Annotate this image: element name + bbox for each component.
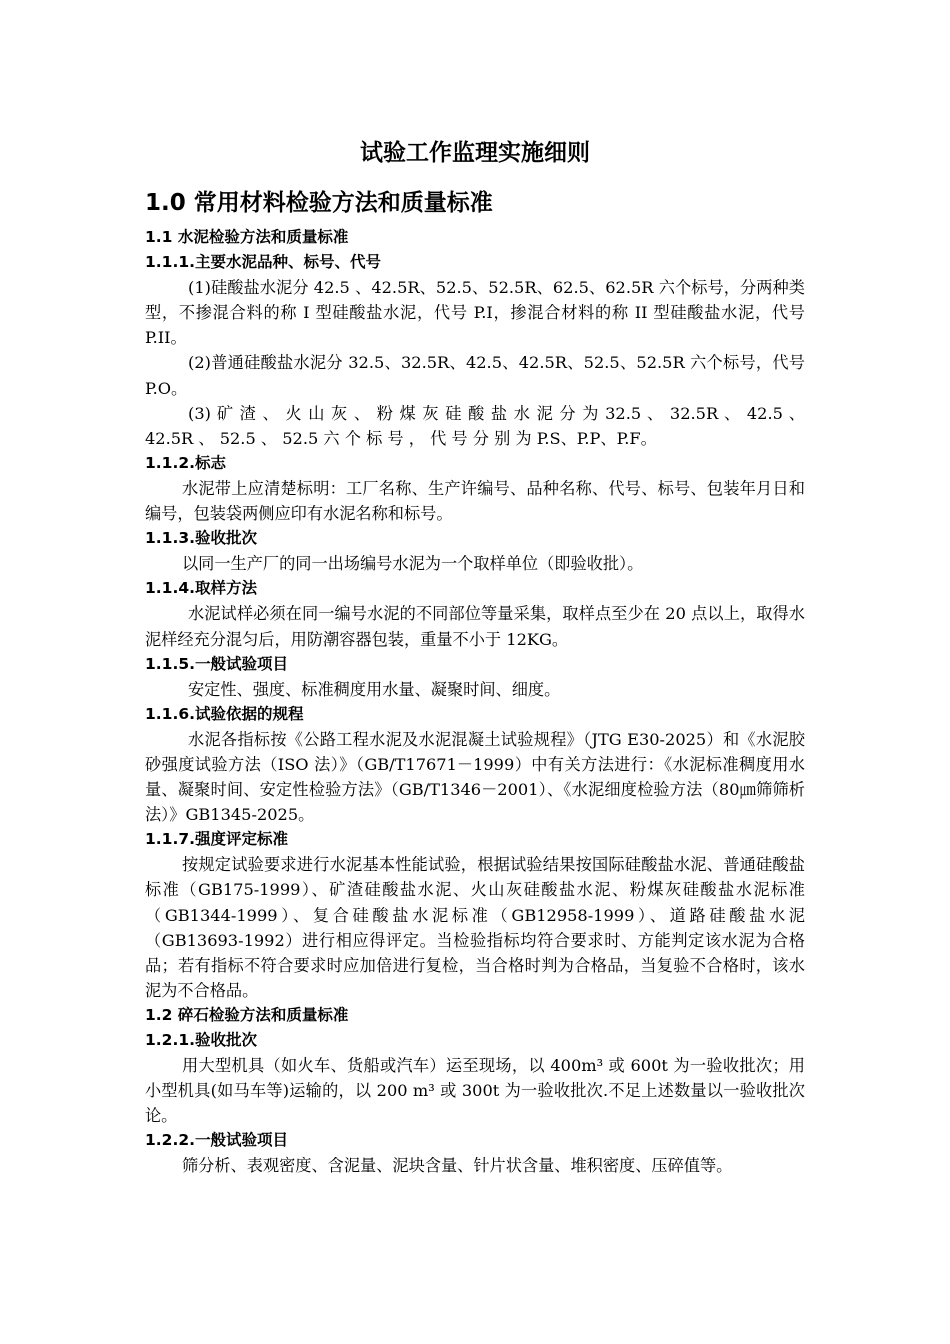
clause-heading: 1.1.2.标志: [145, 453, 227, 472]
paragraph: (1)硅酸盐水泥分 42.5 、42.5R、52.5、52.5R、62.5、62.5R 六个标号，分两种类型，不掺混合料的称 I 型硅酸盐水泥，代号 P.I，掺混合材料的称 II 型硅酸盐水泥，代号 P.II。: [145, 278, 805, 348]
clause-heading: 1.1.1.主要水泥品种、标号、代号: [145, 253, 382, 272]
paragraph: 安定性、强度、标准稠度用水量、凝聚时间、细度。: [188, 679, 561, 699]
clause-heading: 1.1.7.强度评定标准: [145, 830, 289, 849]
document-body: [145, 225, 805, 1179]
section-heading: 1.0 常用材料检验方法和质量标准: [145, 190, 493, 216]
paragraph: 水泥带上应清楚标明：工厂名称、生产许编号、品种名称、代号、标号、包装年月日和编号，包装袋两侧应印有水泥名称和标号。: [145, 478, 805, 524]
clause-heading: 1.1.5.一般试验项目: [145, 654, 289, 673]
clause-heading: 1.1.3.验收批次: [145, 529, 258, 548]
paragraph: 以同一生产厂的同一出场编号水泥为一个取样单位（即验收批）。: [182, 554, 644, 574]
clause-heading: 1.2.2.一般试验项目: [145, 1131, 289, 1150]
paragraph: 水泥各指标按《公路工程水泥及水泥混凝土试验规程》（JTG E30-2025）和《水泥胶砂强度试验方法（ISO 法）》（GB/T17671－1999）中有关方法进行：《水泥标准稠度用水量、凝聚时间、安定性检验方法》（GB/T1346－2001）、《水泥细度检验方法（80㎛筛筛析法）》GB1345-2025。: [145, 729, 805, 825]
document-title: 试验工作监理实施细则: [360, 140, 590, 166]
paragraph: (3) 矿 渣 、 火 山 灰 、 粉 煤 灰 硅 酸 盐 水 泥 分 为 32.5 、 32.5R 、 42.5 、 42.5R 、 52.5 、 52.5 六 个 标 号 ， 代 号 分 别 为 P.S、P.P、P.F。: [145, 403, 805, 448]
clause-heading: 1.1.4.取样方法: [145, 579, 258, 598]
subsection-heading: 1.2 碎石检验方法和质量标准: [145, 1005, 349, 1024]
clause-heading: 1.2.1.验收批次: [145, 1031, 258, 1049]
subsection-heading: 1.1 水泥检验方法和质量标准: [145, 228, 349, 246]
paragraph: 按规定试验要求进行水泥基本性能试验，根据试验结果按国际硅酸盐水泥、普通硅酸盐标准（GB175-1999）、矿渣硅酸盐水泥、火山灰硅酸盐水泥、粉煤灰硅酸盐水泥标准（GB1344-1999）、复合硅酸盐水泥标准（GB12958-1999）、道路硅酸盐水泥（GB13693-1992）进行相应得评定。当检验指标均符合要求时、方能判定该水泥为合格品；若有指标不符合要求时应加倍进行复检，当合格时判为合格品，当复验不合格时，该水泥为不合格品。: [145, 855, 805, 1000]
clause-heading: 1.1.6.试验依据的规程: [145, 704, 304, 723]
paragraph: 筛分析、表观密度、含泥量、泥块含量、针片状含量、堆积密度、压碎值等。: [182, 1156, 733, 1176]
paragraph: 用大型机具（如火车、货船或汽车）运至现场，以 400m³ 或 600t 为一验收批次；用小型机具(如马车等)运输的，以 200 m³ 或 300t 为一验收批次.不足上述数量以一验收批次论。: [145, 1056, 805, 1126]
paragraph: (2)普通硅酸盐水泥分 32.5、32.5R、42.5、42.5R、52.5、52.5R 六个标号，代号 P.O。: [145, 353, 805, 398]
paragraph: 水泥试样必须在同一编号水泥的不同部位等量采集，取样点至少在 20 点以上，取得水泥样经充分混匀后，用防潮容器包装，重量不小于 12KG。: [145, 604, 805, 649]
